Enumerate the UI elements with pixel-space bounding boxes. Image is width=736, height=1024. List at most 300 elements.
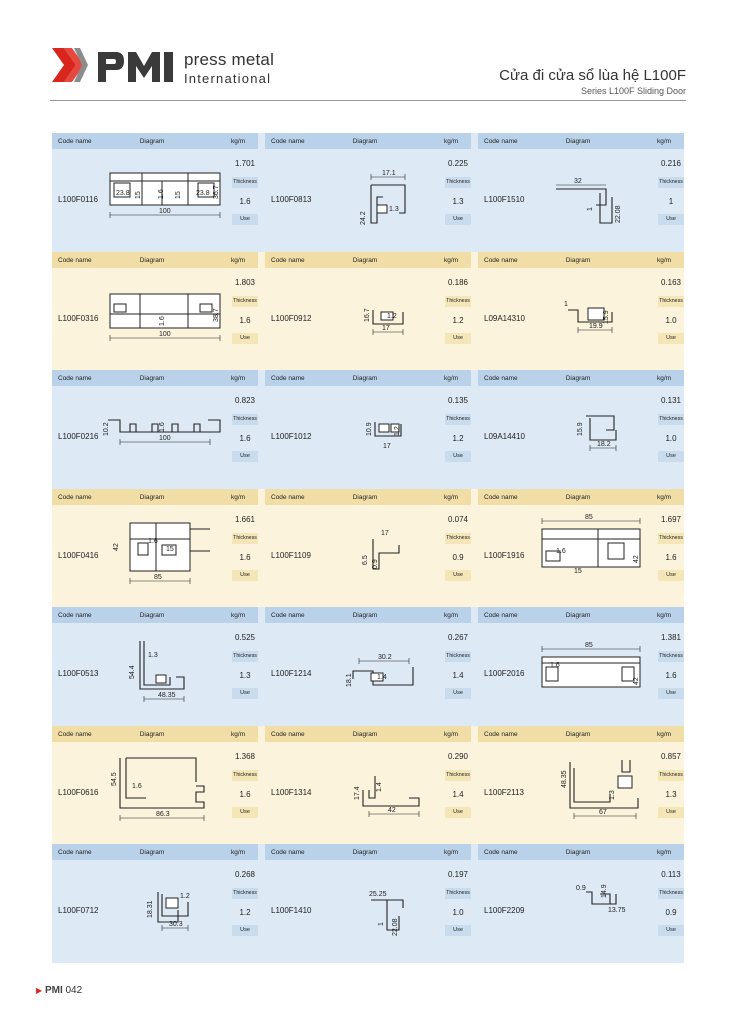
thickness-label: Thickness (658, 414, 684, 425)
header-kg-per-m: kg/m (231, 849, 246, 856)
thickness-value: 1.3 (452, 197, 464, 206)
profile-cell-L100F0116 (52, 133, 258, 245)
header-code-name: Code name (484, 730, 518, 738)
dimension-label: 42 (633, 677, 640, 685)
dimension-label: 42 (388, 806, 396, 814)
profile-code: L100F0116 (58, 195, 98, 204)
dimension-label: 17.1 (382, 170, 396, 177)
profile-diagram (100, 627, 228, 719)
use-label: Use (445, 214, 471, 225)
header-code-name: Code name (58, 493, 92, 501)
dimension-label: 86.3 (156, 810, 170, 818)
dimension-label: 100 (159, 435, 171, 442)
profile-diagram-box (313, 746, 441, 838)
header-kg-per-m: kg/m (444, 730, 459, 738)
profile-code: L100F0416 (58, 550, 99, 560)
table-header (478, 370, 684, 386)
profile-code: L100F0216 (58, 432, 99, 441)
weight-value: 0.267 (447, 633, 469, 642)
profile-specs (445, 860, 471, 956)
header-diagram: Diagram (565, 256, 591, 264)
table-header (265, 489, 471, 505)
table-header (52, 370, 258, 386)
profile-specs (445, 386, 471, 482)
header-diagram: Diagram (139, 612, 165, 619)
page-number: 042 (65, 985, 83, 996)
dimension-label: 42 (633, 554, 640, 563)
dimension-label: 15 (166, 545, 174, 553)
profile-diagram (100, 153, 228, 245)
header-kg-per-m: kg/m (231, 375, 246, 382)
weight-value: 0.197 (447, 870, 469, 879)
profile-diagram-box (526, 864, 654, 956)
table-header (478, 844, 684, 860)
profile-diagram-box (313, 390, 441, 482)
dimension-label: 48.35 (561, 769, 568, 788)
weight-value: 0.113 (661, 870, 681, 879)
dimension-label: 85 (154, 573, 162, 581)
profile-code: L100F1410 (271, 906, 312, 915)
weight-value: 0.131 (660, 396, 682, 405)
profile-cell-L09A14310 (478, 252, 684, 364)
header-kg-per-m: kg/m (231, 493, 246, 501)
header-code-name: Code name (58, 849, 92, 856)
catalog-row (52, 252, 684, 371)
dimension-label: 42 (113, 542, 120, 551)
profile-diagram (526, 153, 654, 245)
catalog-row (52, 844, 684, 963)
weight-value: 0.074 (447, 514, 469, 524)
thickness-value: 1.0 (665, 434, 677, 443)
header-code-name: Code name (58, 375, 92, 382)
dimension-label: 10.9 (366, 422, 373, 436)
dimension-label: 48.35 (158, 692, 176, 699)
brand-tagline: International (184, 71, 272, 86)
weight-value: 1.701 (234, 159, 256, 168)
dimension-label: 15 (135, 191, 142, 199)
profile-diagram-box (526, 390, 654, 482)
thickness-label: Thickness (658, 651, 684, 662)
header-code-name: Code name (271, 493, 305, 501)
thickness-value: 1.3 (665, 789, 677, 799)
header-diagram: Diagram (565, 138, 591, 145)
table-header (478, 489, 684, 505)
use-label: Use (658, 570, 684, 581)
profile-specs (232, 742, 258, 838)
profile-diagram (526, 509, 654, 601)
header-code-name: Code name (58, 256, 92, 264)
thickness-value: 1.6 (665, 552, 677, 562)
profile-diagram-box (313, 627, 441, 719)
header-divider (50, 100, 686, 101)
table-header (478, 607, 684, 623)
weight-value: 0.186 (447, 277, 469, 287)
page-footer (36, 985, 82, 996)
profile-diagram-box (100, 272, 228, 364)
dimension-label: 19.9 (589, 322, 603, 330)
profile-code: L100F0513 (58, 669, 99, 678)
dimension-label: 23.8 (116, 190, 130, 197)
profile-diagram-box (100, 509, 228, 601)
profile-diagram-box (526, 627, 654, 719)
thickness-label: Thickness (232, 533, 258, 544)
profile-diagram (526, 746, 654, 838)
dimension-label: 1 (587, 207, 594, 211)
dimension-label: 1.6 (159, 315, 166, 326)
profile-diagram (100, 864, 228, 956)
weight-value: 0.857 (660, 751, 682, 761)
profile-cell-L100F0316 (52, 252, 258, 364)
dimension-label: 22.08 (392, 918, 399, 936)
dimension-label: 10.2 (103, 422, 110, 436)
dimension-label: 23.8 (196, 190, 210, 197)
profile-specs (445, 268, 471, 364)
header-code-name: Code name (484, 493, 518, 501)
thickness-label: Thickness (658, 770, 684, 781)
dimension-label: 0.9 (372, 558, 379, 569)
profile-cell-L100F0616 (52, 726, 258, 838)
thickness-value: 1.0 (665, 315, 677, 325)
profile-specs (658, 505, 684, 601)
header-code-name: Code name (484, 612, 518, 619)
weight-value: 1.381 (660, 633, 682, 642)
profile-diagram-box (100, 864, 228, 956)
dimension-label: 1.6 (550, 662, 560, 669)
profile-cell-L100F2113 (478, 726, 684, 838)
dimension-label: 1.6 (148, 537, 158, 545)
dimension-label: 0.9 (576, 885, 586, 892)
thickness-value: 1.4 (452, 789, 464, 799)
weight-value: 1.803 (234, 277, 256, 287)
weight-value: 0.163 (660, 277, 682, 287)
profile-specs (445, 623, 471, 719)
table-header (52, 252, 258, 268)
header-diagram: Diagram (352, 138, 378, 145)
dimension-label: 1.2 (387, 312, 397, 320)
profile-code: L09A14410 (484, 432, 525, 441)
dimension-label: 54.4 (129, 665, 136, 679)
dimension-label: 15 (175, 191, 182, 199)
catalog-row (52, 370, 684, 489)
header-kg-per-m: kg/m (444, 256, 459, 264)
thickness-label: Thickness (445, 651, 471, 662)
profile-diagram-box (526, 153, 654, 245)
header-kg-per-m: kg/m (444, 493, 459, 501)
profile-code: L100F1012 (271, 432, 312, 441)
dimension-label: 1.2 (394, 426, 401, 436)
dimension-label: 17 (382, 324, 390, 332)
header-kg-per-m: kg/m (444, 138, 459, 145)
profile-diagram (100, 509, 228, 601)
profile-code: L09A14310 (484, 313, 525, 323)
profile-cell-L100F0813 (265, 133, 471, 245)
dimension-label: 14.9 (601, 884, 608, 898)
thickness-value: 1.2 (452, 434, 464, 443)
use-label: Use (232, 925, 258, 936)
table-header (265, 607, 471, 623)
dimension-label: 32 (574, 178, 582, 185)
profile-diagram-box (313, 272, 441, 364)
dimension-label: 85 (585, 513, 593, 521)
profile-diagram (313, 153, 441, 245)
weight-value: 1.661 (234, 514, 256, 524)
thickness-value: 1.6 (239, 434, 251, 443)
dimension-label: 17 (381, 529, 389, 537)
use-label: Use (445, 451, 471, 462)
dimension-label: 1.4 (376, 781, 383, 792)
profile-code: L100F0712 (58, 906, 99, 915)
dimension-label: 1.4 (377, 674, 387, 681)
profile-specs (445, 742, 471, 838)
profile-cell-L100F0216 (52, 370, 258, 482)
header-diagram: Diagram (352, 493, 378, 501)
profile-specs (232, 268, 258, 364)
dimension-label: 13.75 (608, 907, 626, 914)
thickness-value: 1 (668, 197, 674, 206)
use-label: Use (445, 570, 471, 581)
profile-diagram (526, 390, 654, 482)
thickness-value: 1.2 (239, 908, 251, 917)
header-kg-per-m: kg/m (231, 256, 246, 264)
thickness-label: Thickness (232, 651, 258, 662)
profile-specs (658, 268, 684, 364)
thickness-label: Thickness (658, 177, 684, 188)
thickness-label: Thickness (232, 296, 258, 307)
dimension-label: 1.2 (180, 893, 190, 900)
thickness-value: 1.6 (665, 671, 677, 680)
thickness-label: Thickness (445, 177, 471, 188)
profile-code: L100F0912 (271, 313, 312, 323)
thickness-label: Thickness (658, 533, 684, 544)
dimension-label: 100 (159, 330, 171, 338)
dimension-label: 1.3 (148, 652, 158, 659)
profile-diagram (526, 864, 654, 956)
profile-cell-L100F1109 (265, 489, 471, 601)
weight-value: 0.225 (447, 159, 469, 168)
profile-diagram-box (100, 746, 228, 838)
use-label: Use (658, 807, 684, 818)
header-kg-per-m: kg/m (231, 730, 246, 738)
thickness-label: Thickness (232, 177, 258, 188)
header-code-name: Code name (58, 138, 92, 145)
header-diagram: Diagram (352, 730, 378, 738)
table-header (52, 844, 258, 860)
profile-catalog (52, 133, 684, 963)
brand-name: press metal (184, 50, 275, 69)
profile-code: L100F0316 (58, 313, 99, 323)
pmi-logo-wordmark (96, 48, 178, 84)
header-code-name: Code name (58, 612, 92, 619)
profile-code: L100F1510 (484, 195, 525, 204)
use-label: Use (232, 451, 258, 462)
header-kg-per-m: kg/m (444, 375, 459, 382)
profile-cell-L100F1314 (265, 726, 471, 838)
thickness-value: 1.6 (239, 315, 251, 325)
profile-cell-L100F0712 (52, 844, 258, 956)
header-diagram: Diagram (139, 375, 165, 382)
profile-diagram (313, 272, 441, 364)
header-diagram: Diagram (352, 849, 378, 856)
weight-value: 1.368 (234, 751, 256, 761)
profile-diagram (100, 746, 228, 838)
profile-diagram-box (526, 746, 654, 838)
profile-diagram (100, 272, 228, 364)
dimension-label: 17.4 (354, 785, 361, 800)
use-label: Use (232, 214, 258, 225)
dimension-label: 1.6 (158, 189, 165, 199)
dimension-label: 1.6 (556, 547, 566, 555)
thickness-value: 1.4 (452, 671, 464, 680)
dimension-label: 16.7 (364, 307, 371, 322)
dimension-label: 1.6 (132, 782, 142, 790)
header-kg-per-m: kg/m (657, 375, 672, 382)
table-header (478, 726, 684, 742)
thickness-label: Thickness (445, 533, 471, 544)
profile-code: L100F1109 (271, 550, 311, 560)
header-code-name: Code name (271, 730, 305, 738)
header-code-name: Code name (271, 612, 305, 619)
thickness-label: Thickness (445, 296, 471, 307)
catalog-row (52, 726, 684, 845)
header-kg-per-m: kg/m (657, 730, 672, 738)
table-header (52, 607, 258, 623)
profile-specs (658, 623, 684, 719)
profile-cell-L100F1410 (265, 844, 471, 956)
pmi-logo-mark (50, 46, 90, 84)
profile-diagram (313, 864, 441, 956)
dimension-label: 25.25 (369, 891, 387, 898)
header-diagram: Diagram (139, 256, 165, 264)
dimension-label: 100 (159, 208, 171, 215)
thickness-label: Thickness (445, 770, 471, 781)
profile-cell-L100F0513 (52, 607, 258, 719)
header-code-name: Code name (484, 849, 518, 856)
header-code-name: Code name (271, 849, 305, 856)
dimension-label: 1.3 (389, 206, 399, 213)
table-header (52, 133, 258, 149)
profile-diagram-box (100, 153, 228, 245)
profile-diagram (526, 627, 654, 719)
profile-diagram-box (313, 153, 441, 245)
dimension-label: 1 (564, 300, 568, 308)
dimension-label: 36.7 (213, 185, 220, 199)
thickness-value: 0.9 (452, 552, 464, 562)
dimension-label: 1.3 (609, 789, 616, 800)
header-diagram: Diagram (139, 138, 165, 145)
header-kg-per-m: kg/m (657, 256, 672, 264)
catalog-row (52, 133, 684, 252)
profile-specs (232, 505, 258, 601)
thickness-label: Thickness (232, 888, 258, 899)
thickness-label: Thickness (658, 888, 684, 899)
profile-cell-L100F1012 (265, 370, 471, 482)
header-kg-per-m: kg/m (657, 612, 672, 619)
thickness-label: Thickness (658, 296, 684, 307)
profile-diagram (313, 627, 441, 719)
weight-value: 0.823 (234, 396, 256, 405)
profile-specs (658, 386, 684, 482)
table-header (265, 726, 471, 742)
use-label: Use (445, 333, 471, 344)
dimension-label: 38.7 (213, 307, 220, 322)
catalog-row (52, 489, 684, 608)
use-label: Use (658, 451, 684, 462)
footer-brand: PMI (44, 985, 63, 996)
thickness-label: Thickness (232, 770, 258, 781)
profile-specs (445, 149, 471, 245)
profile-specs (445, 505, 471, 601)
profile-cell-L100F1510 (478, 133, 684, 245)
table-header (265, 370, 471, 386)
header-diagram: Diagram (565, 375, 591, 382)
header-diagram: Diagram (352, 256, 378, 264)
profile-diagram-box (313, 509, 441, 601)
profile-diagram-box (526, 509, 654, 601)
table-header (265, 844, 471, 860)
thickness-value: 1.2 (452, 315, 464, 325)
thickness-label: Thickness (445, 888, 471, 899)
header-code-name: Code name (58, 730, 92, 738)
header-kg-per-m: kg/m (231, 138, 246, 145)
thickness-label: Thickness (232, 414, 258, 425)
profile-specs (658, 149, 684, 245)
header-code-name: Code name (484, 375, 518, 382)
weight-value: 0.216 (660, 159, 682, 168)
header-diagram: Diagram (565, 493, 591, 501)
weight-value: 0.525 (234, 633, 256, 642)
profile-code: L100F2209 (484, 906, 525, 915)
profile-code: L100F1916 (484, 550, 525, 560)
dimension-label: 18.1 (346, 673, 353, 687)
thickness-label: Thickness (445, 414, 471, 425)
profile-specs (232, 860, 258, 956)
profile-specs (232, 386, 258, 482)
header-kg-per-m: kg/m (231, 612, 246, 619)
profile-code: L100F1314 (271, 787, 312, 797)
page-subtitle: Series L100F Sliding Door (580, 86, 686, 96)
table-header (478, 252, 684, 268)
dimension-label: 6.5 (362, 554, 369, 565)
dimension-label: 67 (599, 808, 607, 816)
profile-code: L100F1214 (271, 669, 312, 678)
thickness-value: 1.0 (452, 908, 464, 917)
dimension-label: 85 (585, 642, 593, 649)
header-kg-per-m: kg/m (444, 849, 459, 856)
profile-diagram-box (313, 864, 441, 956)
weight-value: 1.697 (660, 514, 682, 524)
header-diagram: Diagram (352, 375, 378, 382)
table-header (265, 252, 471, 268)
use-label: Use (232, 333, 258, 344)
thickness-value: 1.6 (239, 789, 251, 799)
profile-cell-L100F1916 (478, 489, 684, 601)
use-label: Use (232, 570, 258, 581)
profile-diagram-box (100, 390, 228, 482)
header-code-name: Code name (484, 138, 518, 145)
header-kg-per-m: kg/m (657, 849, 672, 856)
profile-diagram (313, 746, 441, 838)
dimension-label: 30.2 (378, 654, 392, 661)
dimension-label: 15.9 (577, 422, 584, 436)
table-header (478, 133, 684, 149)
header-kg-per-m: kg/m (657, 493, 672, 501)
profile-cell-L100F2016 (478, 607, 684, 719)
dimension-label: 15.9 (603, 309, 610, 324)
dimension-label: 15 (574, 567, 582, 575)
profile-code: L100F0813 (271, 195, 312, 204)
header-diagram: Diagram (565, 612, 591, 619)
dimension-label: 1.6 (159, 422, 166, 432)
